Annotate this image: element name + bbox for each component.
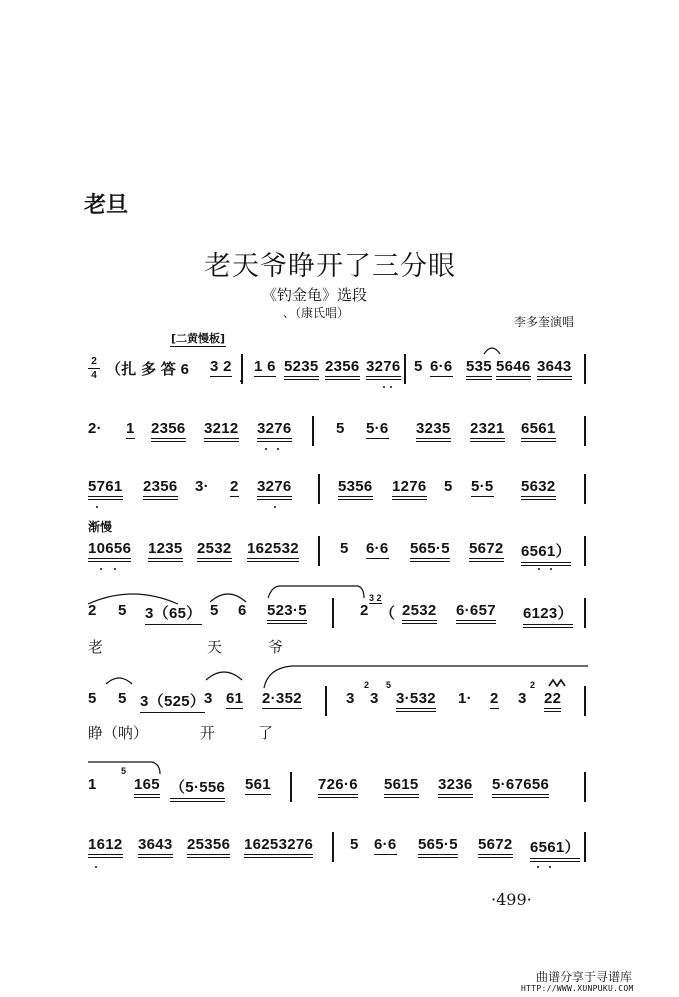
notes-seg: 3·532 [396,690,436,712]
lyric-char: 爷 [268,638,284,656]
notes-seg: 2 [88,602,97,619]
notes-seg: 5 [340,540,349,557]
notes-seg: 726·6 [318,776,358,798]
slur-mark [104,672,134,686]
octave-dot [240,380,242,382]
lyric-char: 天 [207,638,223,656]
notes-seg: 3 [346,690,355,707]
grace-note: 2 [364,680,370,690]
notes-seg: 1 6 [254,358,276,375]
notes-seg: 2356 [143,478,178,500]
octave-dot [390,386,392,388]
notes-seg: 3 [518,690,527,707]
octave-dot [274,506,276,508]
lyrics-line-6 [0,722,679,744]
watermark-site: 曲谱分享于寻谱库 [536,970,633,984]
performer-credit: 李多奎演唱 [514,315,575,329]
bar-line [584,474,586,504]
notes-seg: 5 [210,602,219,619]
lyric-char: 睁（呐） [88,724,149,742]
song-title: 老天爷睁开了三分眼 [204,251,456,282]
bar-line [584,832,586,862]
notes-seg: 5·6 [366,420,389,437]
bar-line [584,686,586,716]
bar-line [332,598,334,628]
octave-dot [95,866,97,868]
lyrics-line-5 [0,636,679,658]
notes-seg: 6561） [530,836,580,862]
octave-dot [537,866,539,868]
score-line-3 [0,478,679,518]
slur-mark [262,664,590,690]
notes-seg: 1· [458,690,472,707]
notes-seg: 3276 [366,358,401,380]
notes-seg: （5·556 [170,776,225,802]
notes-seg: 3· [195,478,209,495]
octave-dot [114,568,116,570]
bar-line [584,772,586,802]
notes-seg: 2356 [151,420,186,442]
notes-seg: 2 [360,602,369,619]
tempo-mark: [二黄慢板] [171,332,226,345]
lyric-char: 老 [88,638,104,656]
notes-seg: 535 [466,358,492,380]
fermata-mark [482,344,502,356]
notes-seg: 6561 [521,420,556,442]
lyric-char: 了 [258,724,274,742]
notes-seg: 5356 [338,478,373,500]
notes-seg: 5672 [469,540,504,562]
bar-line [290,772,292,802]
score-line-1 [0,358,679,398]
notes-seg: 162532 [247,540,299,562]
notes-seg: 3236 [438,776,473,798]
notes-seg: 2532 [197,540,232,562]
bar-line [584,536,586,566]
notes-seg: 3 [370,690,379,707]
notes-seg: 2· [88,420,102,437]
role-type-heading: 老旦 [84,193,129,218]
octave-dot [100,568,102,570]
time-signature-bottom: 4 [91,370,97,381]
octave-dot [265,448,267,450]
notes-seg: 5 [336,420,345,437]
notes-seg: 3 2 [210,358,232,375]
notes-seg: 5672 [478,836,513,858]
score-line-8 [0,836,679,876]
notes-seg: 6123） [523,602,573,628]
lyric-char: 开 [200,724,216,742]
score-line-7 [0,776,679,816]
notes-seg: 25356 [187,836,230,858]
notes-seg: 3（525） [140,690,205,713]
opera-source: 《钓金龟》选段 [262,286,368,304]
notes-seg: （ [380,605,396,622]
score-line-4 [0,540,679,580]
notes-seg: 1276 [392,478,427,500]
notes-seg: 5615 [384,776,419,798]
notes-seg: 5 [350,836,359,853]
notes-seg: 5 [414,358,423,375]
octave-dot [538,568,540,570]
notes-seg: 3643 [537,358,572,380]
page-number: ·499· [491,890,532,909]
notes-seg: 1 [88,776,97,793]
notes-seg: 5632 [521,478,556,500]
notes-seg: 5 [118,690,127,707]
grace-note: 2 [530,680,536,690]
notes-seg: 561 [245,776,271,793]
notes-seg: 5 [444,478,453,495]
octave-dot [277,448,279,450]
notes-seg: 6 [238,602,247,619]
notes-seg: 5 [118,602,127,619]
grace-note: 3 2 [369,593,382,603]
bar-line [318,474,320,504]
time-signature-top: 2 [91,356,97,367]
octave-dot [383,386,385,388]
trill-icon [548,678,568,688]
notes-seg: 3276 [257,478,292,500]
watermark-url: HTTP://WWW.XUNPUKU.COM [521,984,634,993]
octave-dot [96,506,98,508]
notes-seg: 165 [134,776,160,798]
notes-seg: 6561） [521,540,571,566]
notes-seg: 5 [88,690,97,707]
notes-seg: 5646 [496,358,531,380]
notes-seg: 1235 [148,540,183,562]
notes-seg: 5235 [284,358,319,380]
notes-seg: 1612 [88,836,123,858]
notes-seg: 523·5 [267,602,307,624]
grace-note: 5 [386,680,392,690]
notes-seg: 5·5 [471,478,494,495]
notes-seg: 10656 [88,540,131,562]
slur-mark [204,666,244,682]
notes-seg: 3（65） [145,602,202,625]
notes-seg: 5761 [88,478,123,500]
notes-seg: 2 [490,690,499,707]
notes-seg: 2532 [402,602,437,624]
notes-seg: 3643 [138,836,173,858]
slowing-mark: 渐慢 [88,520,113,534]
bar-line [584,354,586,384]
notes-seg: 565·5 [418,836,458,858]
bar-line [325,686,327,716]
bar-line [312,416,314,446]
bar-line [332,832,334,862]
notes-seg: 2·352 [262,690,302,707]
bar-line [318,536,320,566]
notes-seg: 3276 [257,420,292,442]
score-line-2 [0,420,679,460]
notes-seg: 6·6 [374,836,397,853]
notes-seg: 565·5 [410,540,450,562]
notes-seg: 2 [230,478,239,495]
octave-dot [549,866,551,868]
notes-seg: 61 [226,690,244,707]
notes-seg: 2321 [470,420,505,442]
notes-seg: 3235 [416,420,451,442]
notes-seg: 6·657 [456,602,496,624]
notes-seg: 3212 [204,420,239,442]
slur-mark [266,584,366,600]
notes-seg: 1 [126,420,135,437]
notes-seg: 3 [204,690,213,707]
notes-seg: 6·6 [430,358,453,375]
notes-seg: 2356 [325,358,360,380]
notes-seg: 5·67656 [492,776,549,798]
notes-seg: 16253276 [244,836,313,858]
octave-dot [550,568,552,570]
bar-line [584,416,586,446]
bar-line [404,354,406,384]
grace-note: 5 [121,766,127,776]
notes-seg: 22 [544,690,561,712]
notes-seg: （扎 多 答 6 [106,361,190,378]
bar-line [584,598,586,628]
notes-seg: 6·6 [366,540,389,557]
role-note: 、（康氏唱） [283,306,350,320]
